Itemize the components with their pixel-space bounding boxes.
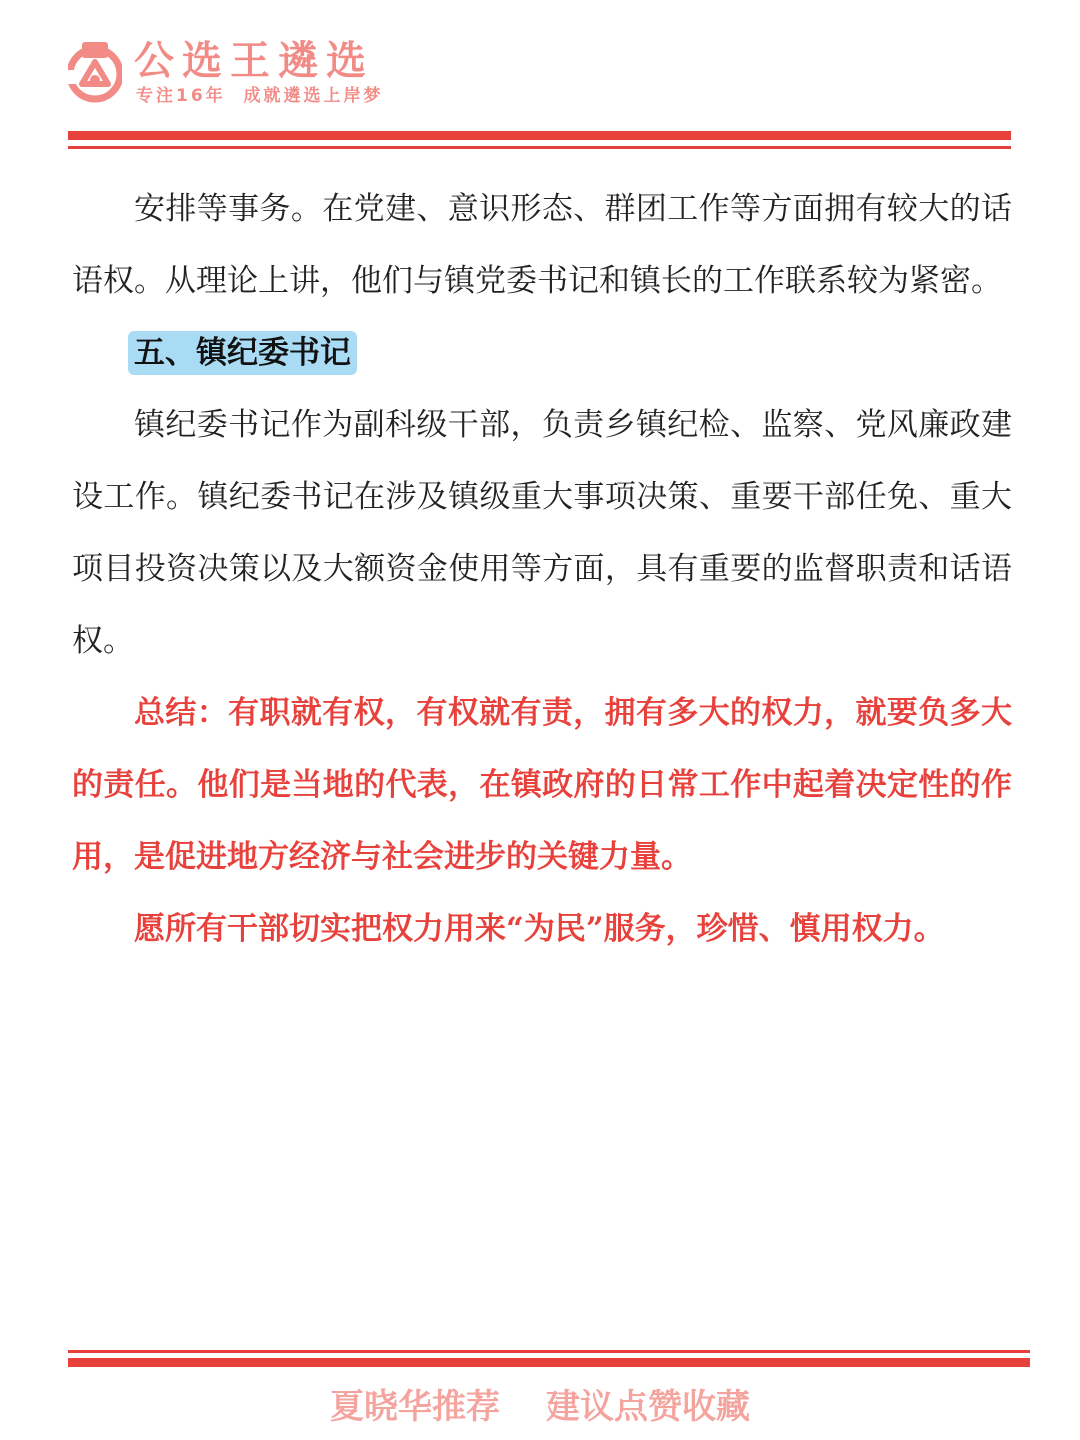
brand-header xyxy=(68,36,468,116)
footer-call-to-action: 建议点赞收藏 xyxy=(546,1387,750,1427)
brand-title: 公选王遴选 xyxy=(134,38,374,84)
footer-divider-thick xyxy=(68,1358,1030,1367)
header-divider-thick xyxy=(68,131,1011,140)
section-heading: 五、镇纪委书记 xyxy=(128,331,357,375)
section-heading-row xyxy=(72,317,1012,389)
paragraph-party-committee-roles: 安排等事务。在党建、意识形态、群团工作等方面拥有较大的话语权。从理论上讲，他们与镇党委书记和镇长的工作联系较为紧密。 xyxy=(72,191,1012,299)
header-divider-thin xyxy=(68,146,1011,149)
closing-paragraph: 愿所有干部切实把权力用来“为民”服务，珍惜、慎用权力。 xyxy=(134,911,945,947)
article-body xyxy=(72,173,1012,965)
footer-recommender: 夏晓华推荐 xyxy=(330,1387,500,1427)
paragraph-discipline-secretary: 镇纪委书记作为副科级干部，负责乡镇纪检、监察、党风廉政建设工作。镇纪委书记在涉及镇级重大事项决策、重要干部任免、重大项目投资决策以及大额资金使用等方面，具有重要的监督职责和话语权。 xyxy=(72,407,1012,659)
footer-divider-thin xyxy=(68,1350,1030,1353)
summary-paragraph: 总结：有职就有权，有权就有责，拥有多大的权力，就要负多大的责任。他们是当地的代表，在镇政府的日常工作中起着决定性的作用，是促进地方经济与社会进步的关键力量。 xyxy=(72,695,1012,875)
brand-slogan: 专注16年 成就遴选上岸梦 xyxy=(136,86,384,106)
gongxuanwang-logo-icon xyxy=(68,40,122,106)
footer-caption xyxy=(0,1382,1080,1432)
